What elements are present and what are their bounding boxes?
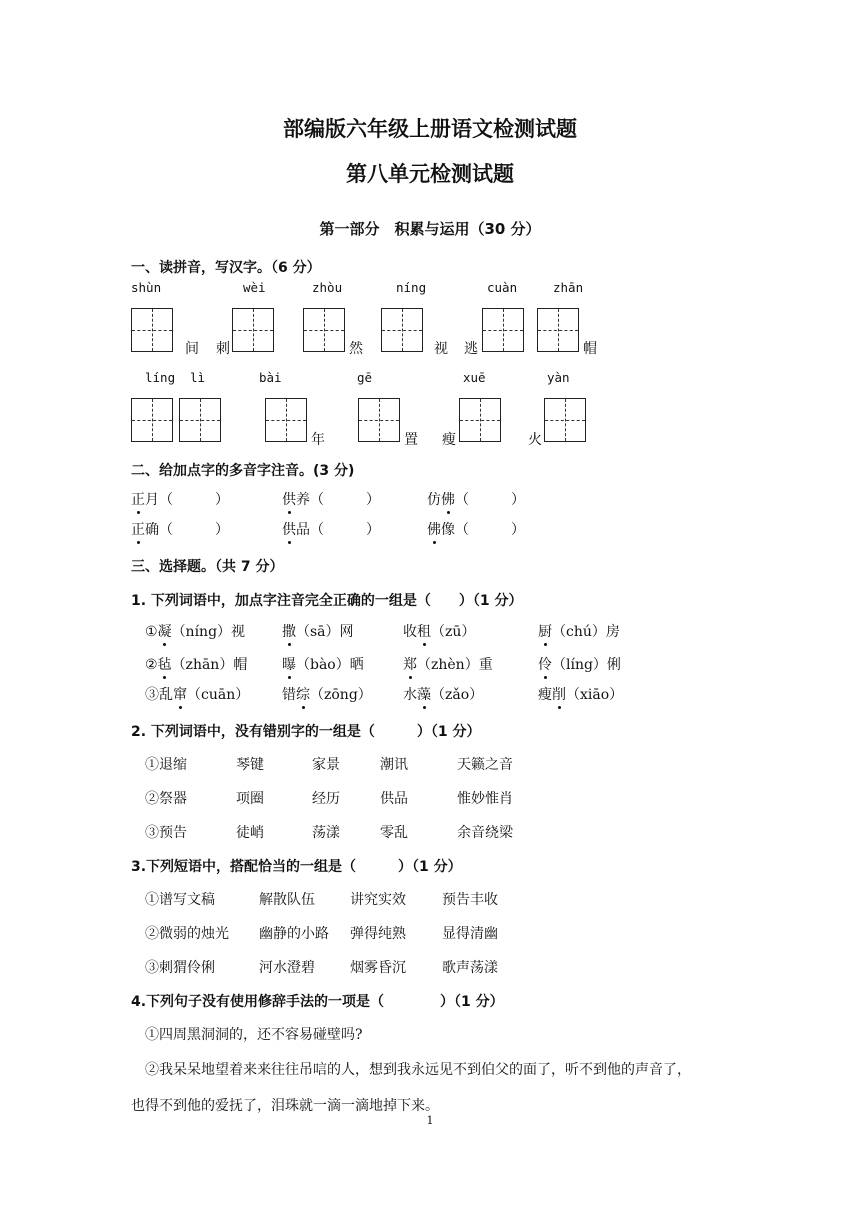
polyphone-item: 供养（ ） [282, 489, 380, 509]
question-3-stem: 3.下列短语中，搭配恰当的一组是（ ）（1 分） [131, 859, 462, 875]
given-char: 火 [528, 432, 542, 448]
word-item: ①退缩 [145, 757, 187, 773]
word-item: 潮讯 [380, 757, 408, 773]
writing-box[interactable] [381, 308, 423, 352]
writing-box[interactable] [459, 398, 501, 442]
pinyin: gē [357, 370, 373, 385]
option-item: 厨（chú）房 [538, 621, 620, 641]
exam-title: 部编版六年级上册语文检测试题 [283, 117, 577, 141]
word-item: 惟妙惟肖 [457, 791, 513, 807]
phrase-item: ①谱写文稿 [145, 892, 215, 908]
question-2-stem: 2. 下列词语中，没有错别字的一组是（ ）（1 分） [131, 724, 481, 740]
option-item: 瘦削（xiāo） [538, 684, 623, 704]
word-item: 余音绕梁 [457, 825, 513, 841]
phrase-item: 预告丰收 [442, 892, 498, 908]
given-char: 视 [434, 341, 448, 357]
pinyin: bài [259, 370, 282, 385]
sentence-2-continued: 也得不到他的爱抚了，泪珠就一滴一滴地掉下来。 [131, 1098, 439, 1114]
option-item: 收租（zū） [403, 621, 475, 641]
pinyin: lì [190, 370, 206, 385]
writing-box[interactable] [265, 398, 307, 442]
given-char: 刺 [216, 341, 230, 357]
option-item: ①凝（níng）视 [145, 621, 245, 641]
word-item: 荡漾 [312, 825, 340, 841]
writing-box[interactable] [232, 308, 274, 352]
option-item: 伶（líng）俐 [538, 654, 621, 674]
given-char: 帽 [583, 341, 597, 357]
word-item: 零乱 [380, 825, 408, 841]
phrase-item: 歌声荡漾 [442, 960, 498, 976]
phrase-item: 解散队伍 [259, 892, 315, 908]
writing-box[interactable] [358, 398, 400, 442]
writing-box[interactable] [544, 398, 586, 442]
given-char: 间 [185, 341, 199, 357]
section-2-heading: 二、给加点字的多音字注音。(3 分) [131, 463, 355, 479]
polyphone-item: 正月（ ） [131, 489, 229, 509]
writing-box[interactable] [537, 308, 579, 352]
phrase-item: 弹得纯熟 [350, 926, 406, 942]
unit-title: 第八单元检测试题 [346, 162, 514, 186]
pinyin: xuē [463, 370, 486, 385]
polyphone-item: 佛像（ ） [427, 519, 525, 539]
phrase-item: 烟雾昏沉 [350, 960, 406, 976]
sentence-2: ②我呆呆地望着来来往往吊唁的人，想到我永远见不到伯父的面了，听不到他的声音了， [145, 1062, 691, 1078]
writing-box[interactable] [482, 308, 524, 352]
word-item: 徒峭 [236, 825, 264, 841]
writing-box[interactable] [131, 308, 173, 352]
question-1-stem: 1. 下列词语中，加点字注音完全正确的一组是（ ）（1 分） [131, 593, 523, 609]
part-heading: 第一部分 积累与运用（30 分） [319, 220, 541, 238]
phrase-item: 河水澄碧 [259, 960, 315, 976]
pinyin: zhòu [312, 280, 343, 295]
given-char: 瘦 [442, 432, 456, 448]
page-number: 1 [426, 1114, 434, 1127]
pinyin: líng [145, 370, 176, 385]
option-item: ②毡（zhān）帽 [145, 654, 247, 674]
phrase-item: ③刺猬伶俐 [145, 960, 215, 976]
given-char: 逃 [464, 341, 478, 357]
pinyin: shùn [131, 280, 162, 295]
writing-box[interactable] [131, 398, 173, 442]
pinyin: wèi [243, 280, 266, 295]
polyphone-item: 仿佛（ ） [427, 489, 525, 509]
word-item: 家景 [312, 757, 340, 773]
word-item: 供品 [380, 791, 408, 807]
pinyin: cuàn [487, 280, 518, 295]
option-item: 曝（bào）晒 [282, 654, 364, 674]
polyphone-item: 正确（ ） [131, 519, 229, 539]
word-item: 经历 [312, 791, 340, 807]
section-1-heading: 一、读拼音，写汉字。（6 分） [131, 260, 321, 276]
option-item: 水藻（zǎo） [403, 684, 483, 704]
word-item: 天籁之音 [457, 757, 513, 773]
writing-box[interactable] [303, 308, 345, 352]
option-item: 错综（zōng） [282, 684, 372, 704]
given-char: 年 [311, 432, 325, 448]
writing-box[interactable] [179, 398, 221, 442]
sentence-1: ①四周黑洞洞的，还不容易碰壁吗? [145, 1027, 363, 1043]
phrase-item: 幽静的小路 [259, 926, 329, 942]
given-char: 置 [404, 432, 418, 448]
section-3-heading: 三、选择题。（共 7 分） [131, 559, 284, 575]
word-item: 项圈 [236, 791, 264, 807]
option-item: 撒（sā）网 [282, 621, 354, 641]
word-item: ②祭器 [145, 791, 187, 807]
phrase-item: 讲究实效 [350, 892, 406, 908]
word-item: 琴键 [236, 757, 264, 773]
question-4-stem: 4.下列句子没有使用修辞手法的一项是（ ）（1 分） [131, 994, 504, 1010]
option-item: 郑（zhèn）重 [403, 654, 493, 674]
given-char: 然 [349, 341, 363, 357]
option-item: ③乱窜（cuān） [145, 684, 249, 704]
phrase-item: 显得清幽 [442, 926, 498, 942]
pinyin: yàn [547, 370, 570, 385]
word-item: ③预告 [145, 825, 187, 841]
phrase-item: ②微弱的烛光 [145, 926, 229, 942]
polyphone-item: 供品（ ） [282, 519, 380, 539]
pinyin: zhān [553, 280, 584, 295]
pinyin: níng [396, 280, 427, 295]
